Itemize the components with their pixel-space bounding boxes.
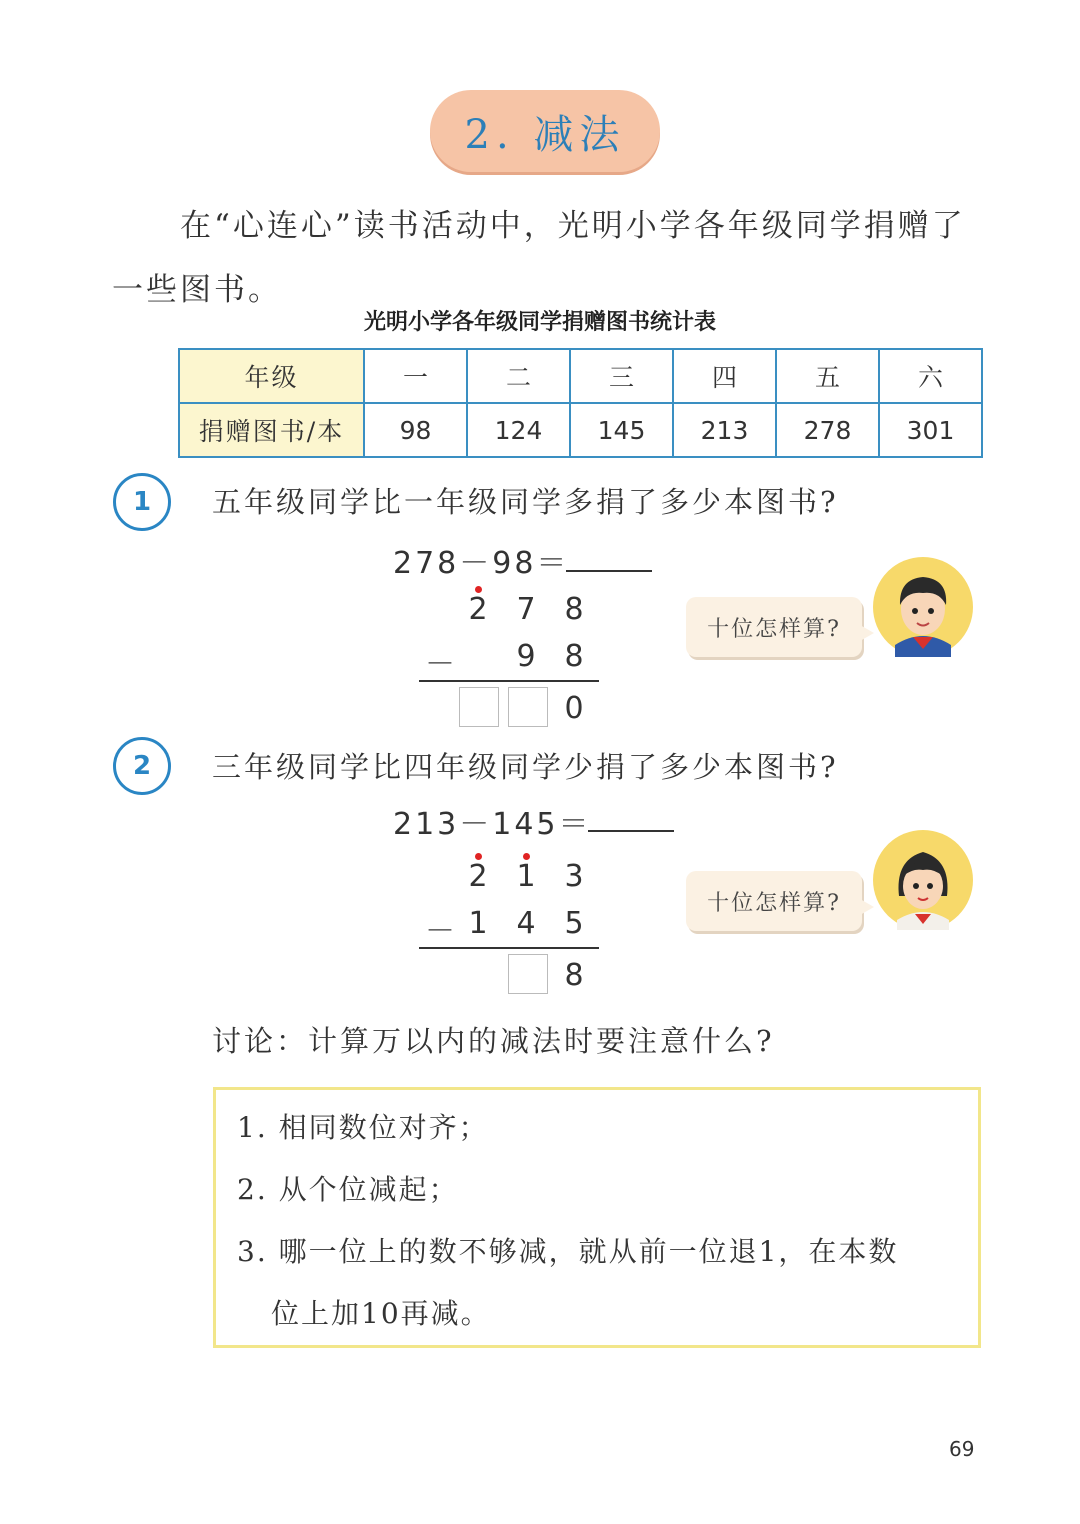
intro-line-2: 一些图书。 [112,272,282,308]
q2-equation: 213－145＝ [393,807,592,842]
q2-answer-blank[interactable] [588,830,674,832]
table-row-counts [179,403,982,457]
q1-result-digit: 0 [564,691,584,726]
q1-top-digit: 8 [564,592,584,627]
q1-answer-box-tens[interactable] [508,687,548,727]
q1-answer-blank[interactable] [566,570,652,572]
q1-speech-bubble: 十位怎样算? [686,597,862,657]
q1-top-digit: 2 [468,592,488,627]
q1-bottom-digit: 9 [516,639,536,674]
table-cell-count: 124 [467,403,570,457]
q2-top-digit: 3 [564,859,584,894]
q2-bottom-digit: 4 [516,906,536,941]
question-2-number: 2 [113,737,171,795]
q1-answer-box-hundreds[interactable] [459,687,499,727]
table-title: 光明小学各年级同学捐赠图书统计表 [363,310,716,335]
question-1-text: 五年级同学比一年级同学多捐了多少本图书? [212,485,839,519]
q2-top-digit: 2 [468,859,488,894]
q2-sum-line [419,947,599,949]
discussion-prompt: 讨论：计算万以内的减法时要注意什么? [212,1024,775,1058]
q1-top-digit: 7 [516,592,536,627]
q2-result-digit: 8 [564,958,584,993]
table-cell-count: 145 [570,403,673,457]
rule-item: 3. 哪一位上的数不够减，就从前一位退1，在本数 [237,1235,899,1268]
q2-speech-bubble: 十位怎样算? [686,871,862,931]
q1-bottom-digit: 8 [564,639,584,674]
table-cell-grade: 四 [673,349,776,403]
q2-bottom-digit: 1 [468,906,488,941]
table-cell-grade: 三 [570,349,673,403]
table-header-grade: 年级 [179,349,364,403]
q2-answer-box-tens[interactable] [508,954,548,994]
table-cell-count: 213 [673,403,776,457]
page-number: 69 [949,1437,975,1461]
table-cell-count: 278 [776,403,879,457]
girl-avatar-icon [873,830,973,930]
question-1-number: 1 [113,473,171,531]
rule-item: 2. 从个位减起； [237,1173,459,1206]
q1-equation: 278－98＝ [393,546,570,581]
boy-avatar-icon [873,557,973,657]
table-cell-count: 98 [364,403,467,457]
table-row-grades [179,349,982,403]
rule-item: 1. 相同数位对齐； [237,1111,489,1144]
table-cell-grade: 一 [364,349,467,403]
section-title: 2. 减法 [430,90,660,172]
q2-minus-sign: － [425,914,455,949]
intro-line-1: 在“心连心”读书活动中，光明小学各年级同学捐赠了 [180,208,966,244]
table-header-books: 捐赠图书/本 [179,403,364,457]
question-2-text: 三年级同学比四年级同学少捐了多少本图书? [212,750,839,784]
q2-top-digit: 1 [516,859,536,894]
q1-minus-sign: － [425,647,455,682]
table-cell-grade: 五 [776,349,879,403]
table-cell-grade: 六 [879,349,982,403]
rule-item-continuation: 位上加10再减。 [271,1297,491,1330]
donation-table [178,348,983,458]
q2-bottom-digit: 5 [564,906,584,941]
table-cell-grade: 二 [467,349,570,403]
table-cell-count: 301 [879,403,982,457]
q1-sum-line [419,680,599,682]
